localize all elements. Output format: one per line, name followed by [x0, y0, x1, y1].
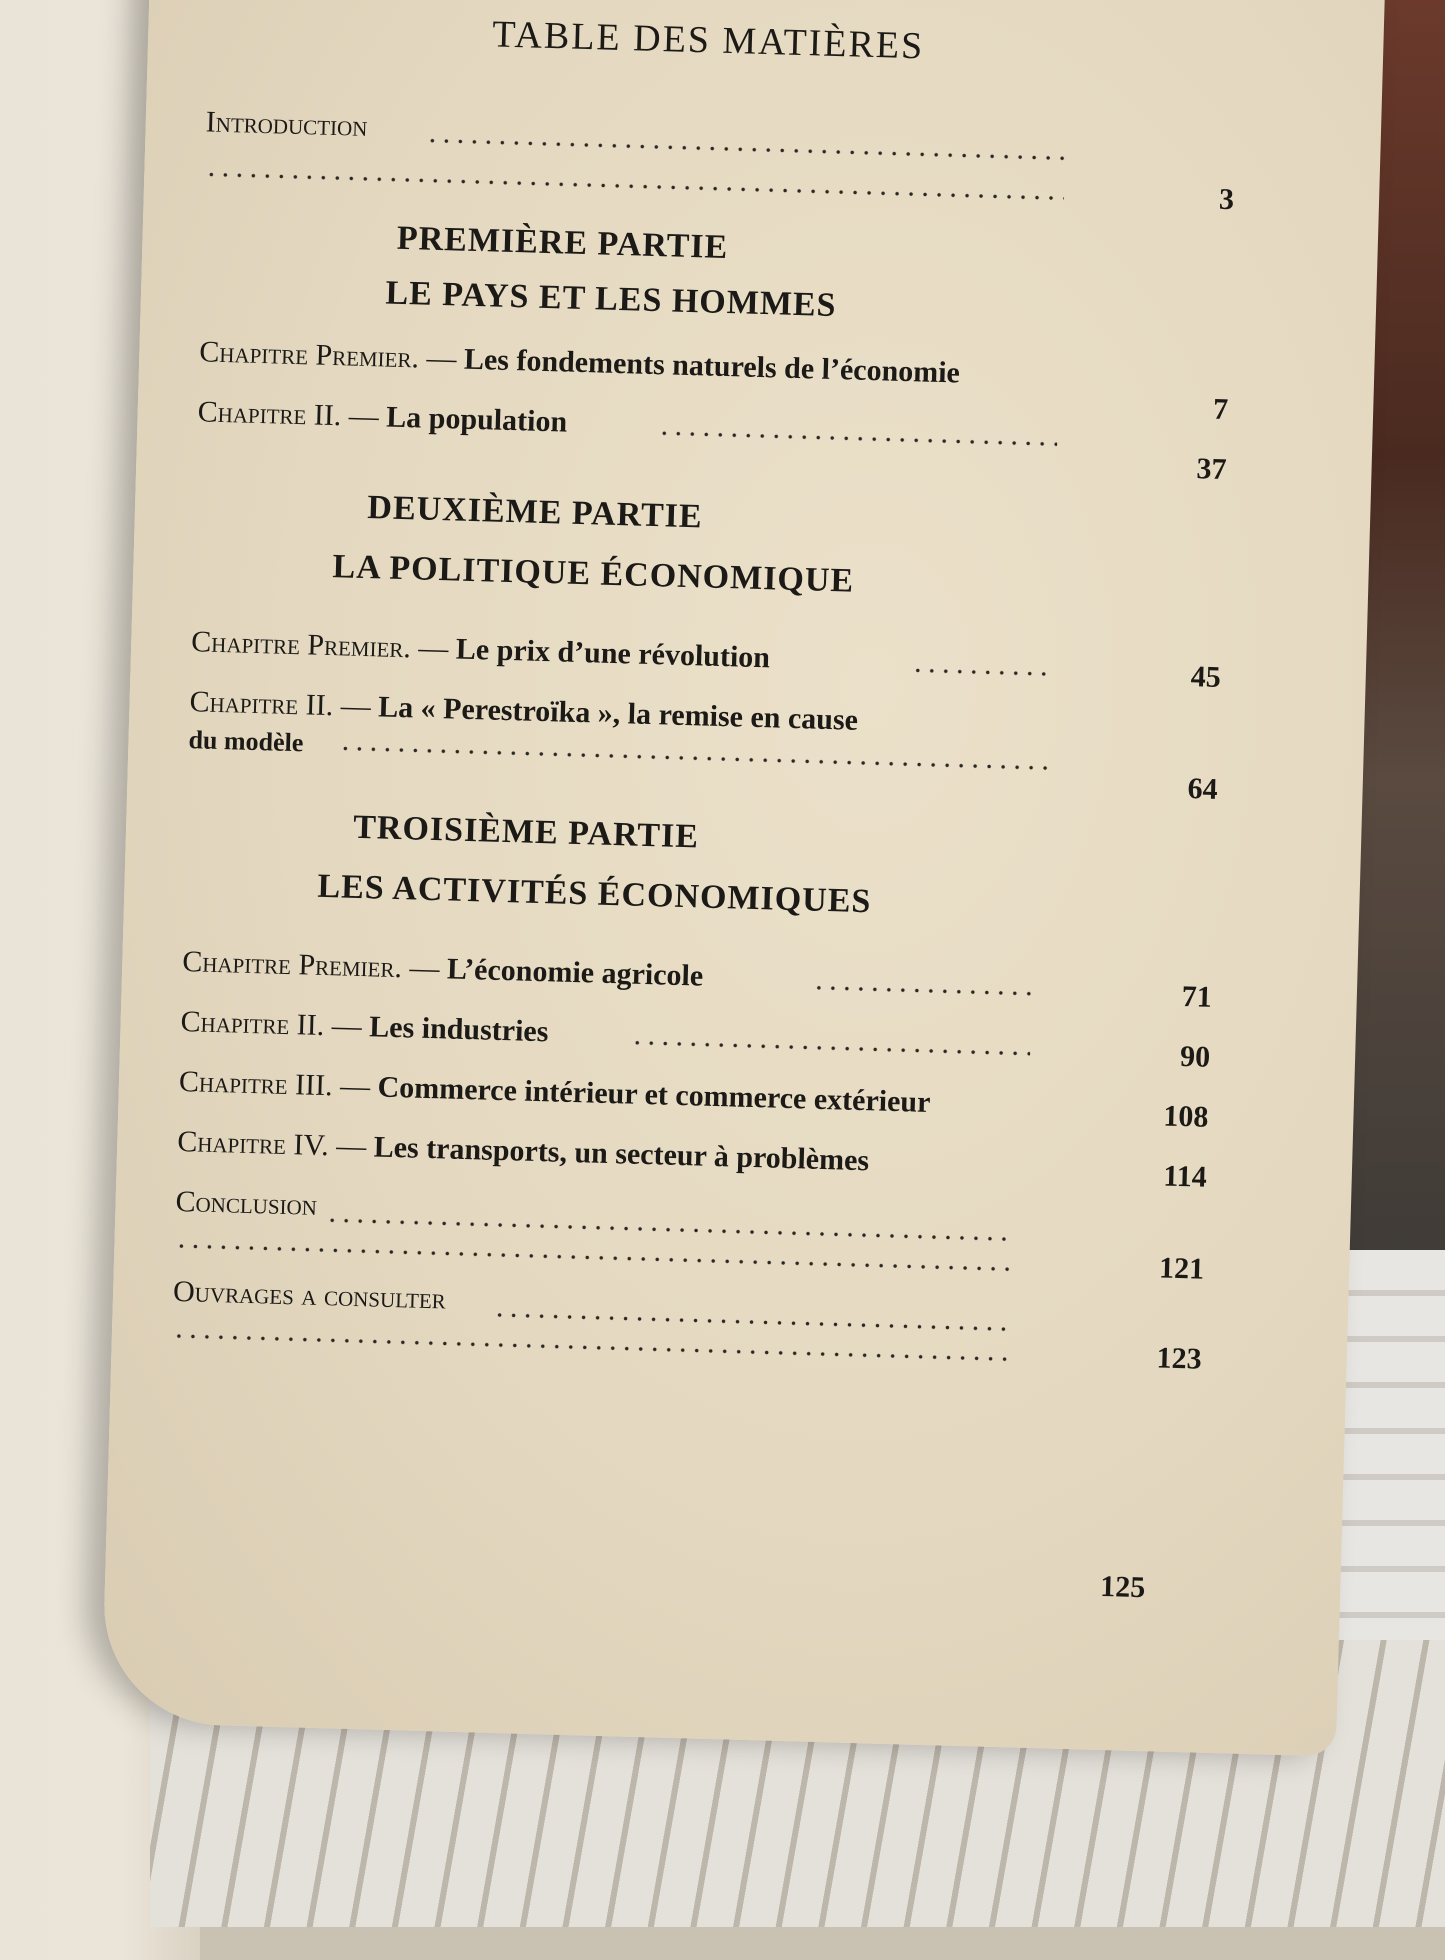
toc-entry[interactable]	[197, 394, 1118, 456]
part-label: PREMIÈRE PARTIE	[396, 219, 729, 267]
entry-label: Chapitre II. —	[197, 395, 387, 434]
entry-page-number: 37	[1196, 452, 1227, 487]
leader-dots	[174, 1244, 1014, 1271]
entry-page-number: 114	[1162, 1159, 1208, 1194]
entry-title: La « Perestroïka », la remise en cause	[377, 690, 859, 737]
entry-title: Les fondements naturels de l’économie	[463, 342, 961, 390]
entry-label: Chapitre II. —	[180, 1005, 370, 1044]
entry-title: Les industries	[368, 1010, 549, 1049]
toc-entry[interactable]	[180, 1004, 1101, 1066]
entry-page-number: 123	[1156, 1341, 1203, 1376]
toc-title: TABLE DES MATIÈRES	[491, 13, 925, 68]
entry-page-number: 45	[1190, 660, 1222, 694]
entry-page-number: 3	[1218, 182, 1235, 217]
leader-dots	[204, 172, 1064, 200]
entry-page-number: 71	[1181, 979, 1213, 1014]
entry-title: Le prix d’une révolution	[455, 632, 771, 675]
part-title: LA POLITIQUE ÉCONOMIQUE	[332, 548, 855, 600]
book-page	[101, 0, 1385, 1757]
entry-label: Introduction	[205, 105, 368, 143]
toc-entry[interactable]	[182, 944, 1103, 1006]
part-title: LE PAYS ET LES HOMMES	[385, 274, 838, 325]
toc-entry[interactable]	[178, 1064, 1099, 1126]
entry-label: Conclusion	[175, 1184, 318, 1222]
entry-label: Chapitre IV. —	[176, 1124, 375, 1164]
entry-title-continuation: du modèle	[188, 725, 304, 758]
entry-label: Chapitre Premier. —	[190, 625, 457, 666]
table-of-contents	[163, 4, 1239, 1692]
entry-title: L’économie agricole	[446, 952, 704, 993]
part-label: DEUXIÈME PARTIE	[366, 489, 704, 536]
toc-entry[interactable]	[191, 624, 1112, 686]
entry-title: La population	[385, 400, 568, 439]
part-label: TROISIÈME PARTIE	[352, 808, 700, 856]
page-folio: 125	[1099, 1569, 1146, 1605]
entry-label: Chapitre Premier. —	[198, 335, 465, 376]
leader-dots	[172, 1334, 1012, 1361]
entry-page-number: 108	[1162, 1099, 1209, 1134]
entry-label: Chapitre III. —	[178, 1065, 379, 1104]
entry-page-number: 90	[1179, 1039, 1211, 1074]
entry-title: Commerce intérieur et commerce extérieur	[377, 1070, 931, 1119]
entry-page-number: 64	[1187, 772, 1219, 806]
entry-page-number: 121	[1158, 1251, 1205, 1286]
toc-entry[interactable]	[177, 1124, 1098, 1186]
entry-title: Les transports, un secteur à problèmes	[373, 1130, 870, 1178]
entry-label: Chapitre Premier. —	[181, 945, 448, 986]
part-title: LES ACTIVITÉS ÉCONOMIQUES	[316, 867, 872, 921]
entry-label: Ouvrages a consulter	[172, 1274, 447, 1316]
toc-entry[interactable]	[199, 334, 1120, 396]
entry-page-number: 7	[1212, 392, 1229, 427]
entry-label: Chapitre II. —	[189, 685, 379, 724]
